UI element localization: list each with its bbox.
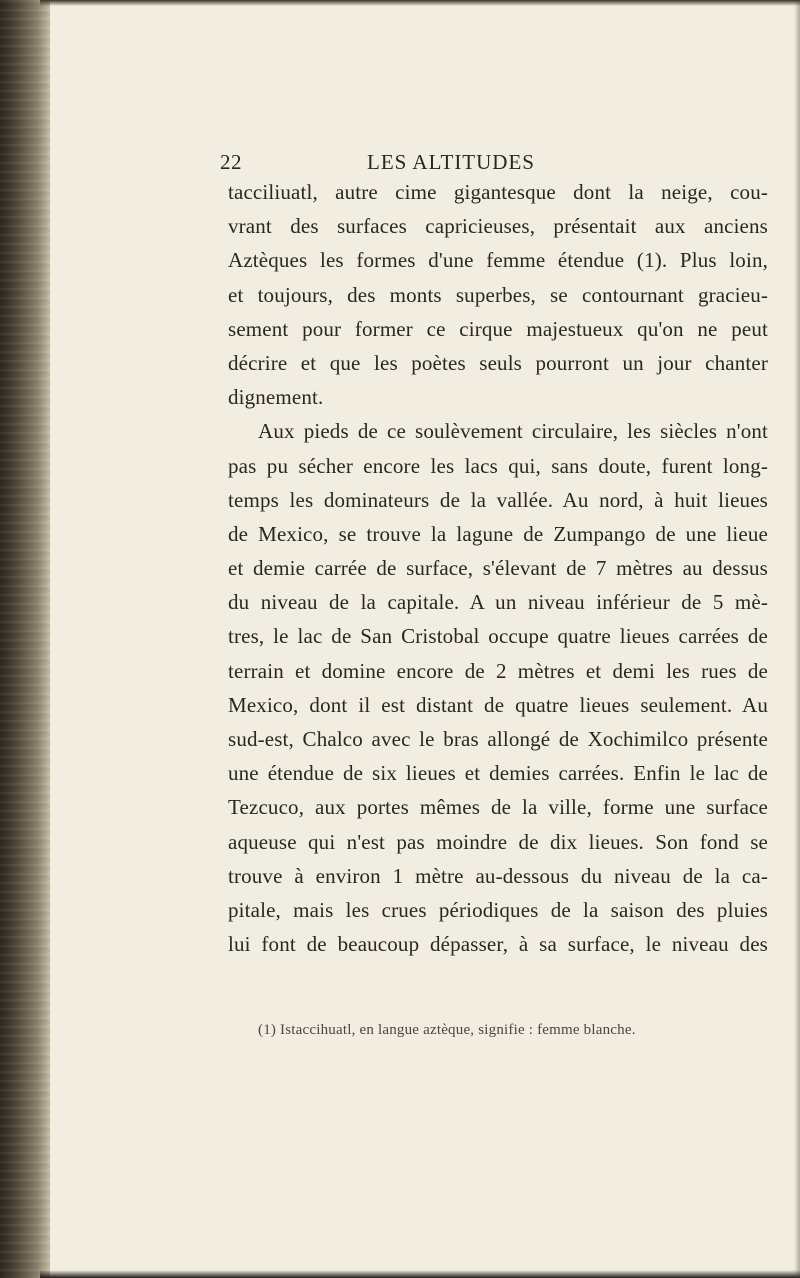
text-line: tacciliuatl, autre cime gigantesque dont la neige, cou- (228, 180, 768, 204)
running-head: LES ALTITUDES (367, 150, 535, 174)
text-line: du niveau de la capitale. A un niveau inférieur de 5 mè- (228, 590, 768, 615)
text-line: et toujours, des monts superbes, se contournant gracieu- (228, 282, 768, 307)
body-text (228, 175, 768, 961)
text-line: pitale, mais les crues périodiques de la saison des pluies (228, 897, 768, 922)
text-line: de Mexico, se trouve la lagune de Zumpango de une lieue (228, 521, 768, 546)
text-line: Aztèques les formes d'une femme étendue (1). Plus loin, (228, 248, 768, 273)
text-line: sement pour former ce cirque majestueux qu'on ne peut (228, 316, 768, 341)
page-right-shadow (794, 0, 800, 1278)
text-line: dignement. (228, 385, 324, 410)
text-line: pas pu sécher encore les lacs qui, sans doute, furent long- (228, 453, 768, 478)
text-line: tres, le lac de San Cristobal occupe quatre lieues carrées de (228, 624, 768, 649)
text-line: trouve à environ 1 mètre au-dessous du niveau de la ca- (228, 863, 768, 888)
text-line: et demie carrée de surface, s'élevant de 7 mètres au dessus (228, 556, 768, 581)
text-line: lui font de beaucoup dépasser, à sa surface, le niveau des (228, 932, 768, 957)
text-line: Mexico, dont il est distant de quatre lieues seulement. Au (228, 692, 768, 717)
text-line: terrain et domine encore de 2 mètres et demi les rues de (228, 658, 768, 683)
text-line: une étendue de six lieues et demies carrées. Enfin le lac de (228, 761, 768, 786)
footnote: (1) Istaccihuatl, en langue aztèque, signifie : femme blanche. (258, 1022, 636, 1038)
text-line: décrire et que les poètes seuls pourront un jour chanter (228, 350, 768, 375)
paragraph-first-line: Aux pieds de ce soulèvement circulaire, les siècles n'ont (258, 419, 768, 444)
text-line: aqueuse qui n'est pas moindre de dix lieues. Son fond se (228, 829, 768, 854)
text-line: vrant des surfaces capricieuses, présentait aux anciens (228, 214, 768, 239)
page-top-shadow (40, 0, 800, 6)
page-bottom-shadow (40, 1270, 800, 1278)
page-number: 22 (220, 150, 242, 174)
book-gutter (0, 0, 50, 1278)
text-line: sud-est, Chalco avec le bras allongé de Xochimilco présente (228, 727, 768, 751)
text-line: temps les dominateurs de la vallée. Au nord, à huit lieues (228, 487, 768, 512)
text-line: Tezcuco, aux portes mêmes de la ville, forme une surface (228, 795, 768, 820)
